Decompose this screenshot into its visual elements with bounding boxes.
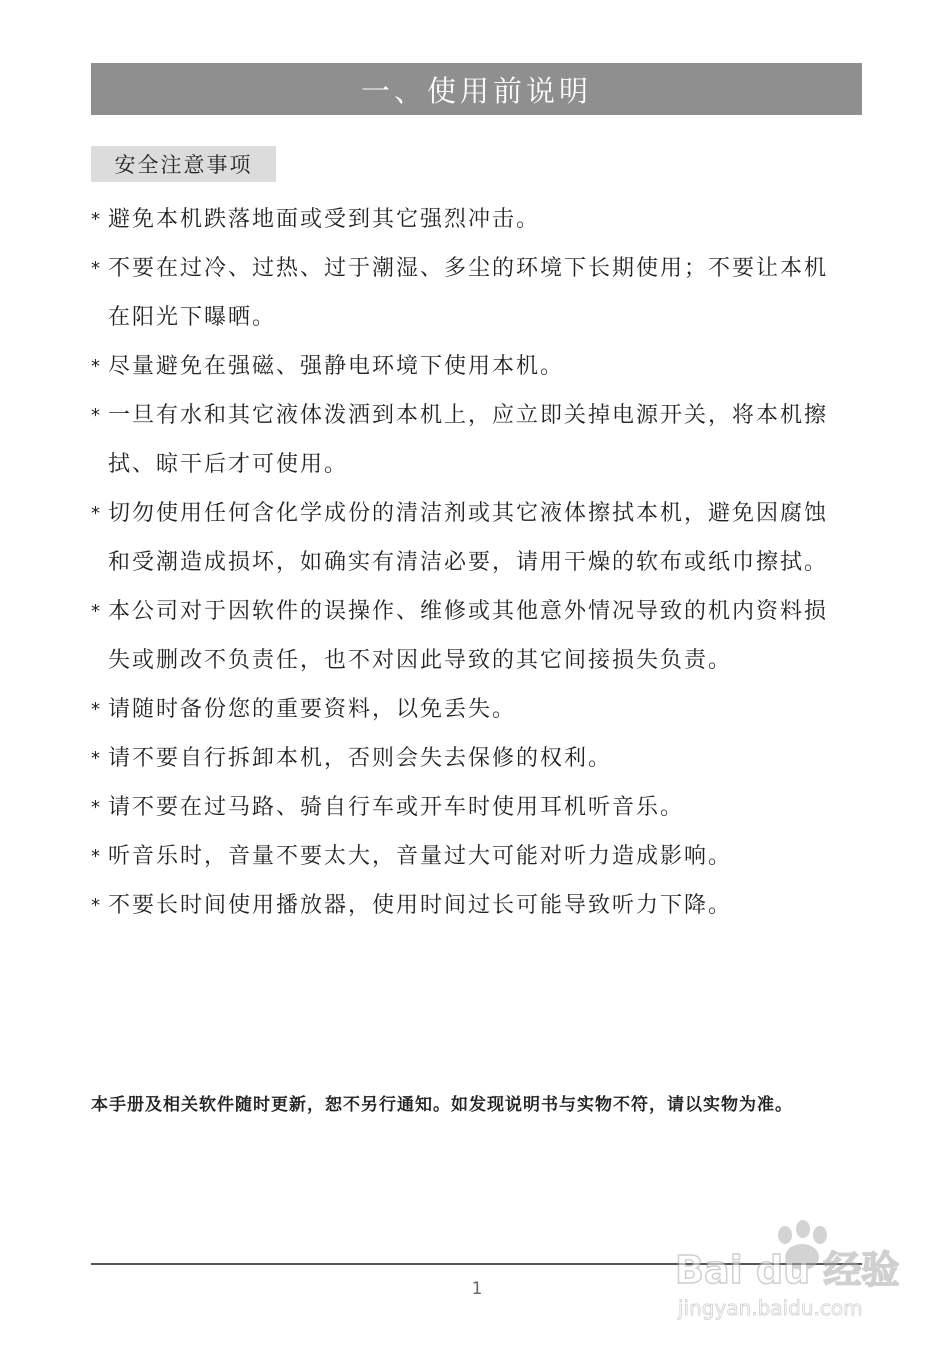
list-item-text: 听音乐时，音量不要太大，音量过大可能对听力造成影响。: [108, 844, 733, 869]
bullet-marker: *: [91, 797, 102, 818]
bullet-marker: *: [91, 503, 102, 524]
list-item-text: 请随时备份您的重要资料，以免丢失。: [108, 697, 517, 722]
list-item-text: 失或删改不负责任，也不对因此导致的其它间接损失负责。: [108, 648, 733, 673]
list-item: [91, 685, 881, 734]
page-title: 一、使用前说明: [360, 73, 592, 108]
list-item: [91, 489, 881, 587]
bullet-marker: *: [91, 356, 102, 377]
list-item: [91, 881, 881, 930]
section-heading: [91, 146, 276, 182]
list-item-text: 一旦有水和其它液体泼洒到本机上，应立即关掉电源开关，将本机擦: [108, 403, 829, 428]
bullet-marker: *: [91, 895, 102, 916]
bullet-marker: *: [91, 209, 102, 230]
bullet-marker: *: [91, 748, 102, 769]
bullet-marker: *: [91, 405, 102, 426]
list-item-text: 尽量避免在强磁、强静电环境下使用本机。: [108, 354, 565, 379]
watermark-brand: Bai du 经验: [675, 1248, 900, 1292]
safety-list: [91, 195, 881, 930]
bullet-marker: *: [91, 846, 102, 867]
bullet-marker: *: [91, 258, 102, 279]
baidu-jingyan-watermark: [660, 1215, 900, 1325]
list-item-text: 请不要在过马路、骑自行车或开车时使用耳机听音乐。: [108, 795, 685, 820]
bullet-marker: *: [91, 699, 102, 720]
list-item-text: 和受潮造成损坏，如确实有清洁必要，请用干燥的软布或纸巾擦拭。: [108, 550, 829, 575]
list-item-text: 切勿使用任何含化学成份的清洁剂或其它液体擦拭本机，避免因腐蚀: [108, 501, 829, 526]
page-title-bar: [91, 63, 862, 115]
list-item-text: 请不要自行拆卸本机，否则会失去保修的权利。: [108, 746, 613, 771]
list-item: [91, 832, 881, 881]
watermark-url: jingyan.baidu.com: [678, 1296, 863, 1320]
list-item: [91, 244, 881, 342]
list-item: [91, 195, 881, 244]
list-item: [91, 391, 881, 489]
list-item-text: 避免本机跌落地面或受到其它强烈冲击。: [108, 207, 541, 232]
list-item-text: 拭、晾干后才可使用。: [108, 452, 349, 477]
section-heading-text: 安全注意事项: [114, 153, 253, 177]
list-item: [91, 342, 881, 391]
list-item: [91, 734, 881, 783]
list-item-text: 本公司对于因软件的误操作、维修或其他意外情况导致的机内资料损: [108, 599, 829, 624]
list-item: [91, 783, 881, 832]
list-item-text: 不要长时间使用播放器，使用时间过长可能导致听力下降。: [108, 893, 733, 918]
list-item: [91, 587, 881, 685]
bullet-marker: *: [91, 601, 102, 622]
list-item-text: 在阳光下曝晒。: [108, 305, 277, 330]
page-number: 1: [471, 1279, 483, 1299]
list-item-text: 不要在过冷、过热、过于潮湿、多尘的环境下长期使用；不要让本机: [108, 256, 829, 281]
disclaimer-footnote: 本手册及相关软件随时更新，恕不另行通知。如发现说明书与实物不符，请以实物为准。: [91, 1095, 793, 1115]
